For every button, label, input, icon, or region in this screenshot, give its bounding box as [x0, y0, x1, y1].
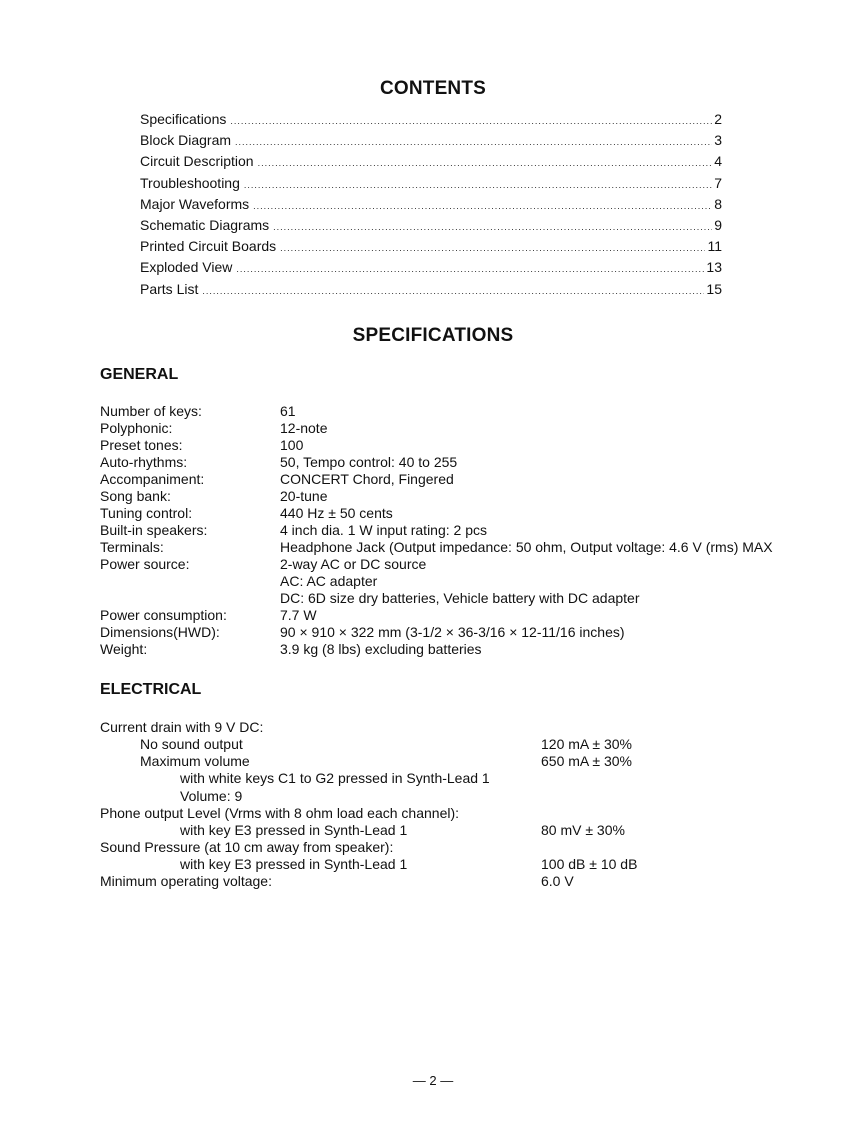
elec-row [100, 856, 800, 873]
spec-value: 20-tune [280, 488, 328, 504]
elec-value: 6.0 V [541, 873, 574, 890]
toc-item-printed-circuit-boards[interactable] [140, 237, 722, 258]
toc-leader-dots [236, 260, 704, 278]
spec-label: Polyphonic: [100, 420, 173, 436]
elec-row [100, 822, 800, 839]
elec-row [100, 736, 800, 753]
toc-item-page: 3 [714, 132, 722, 149]
toc-item-label: Printed Circuit Boards [140, 238, 277, 255]
toc-item-label: Exploded View [140, 259, 233, 276]
spec-label: Power consumption: [100, 607, 227, 623]
electrical-heading: ELECTRICAL [100, 681, 202, 698]
spec-row-number-of-keys [100, 403, 800, 420]
table-of-contents [140, 110, 722, 301]
toc-leader-dots [235, 133, 712, 151]
toc-item-specifications[interactable] [140, 110, 722, 131]
toc-leader-dots [273, 218, 712, 236]
toc-item-page: 7 [714, 174, 722, 191]
spec-label: Tuning control: [100, 505, 193, 521]
spec-row-weight [100, 641, 800, 658]
spec-label: Accompaniment: [100, 471, 205, 487]
spec-row-accompaniment [100, 471, 800, 488]
toc-item-label: Troubleshooting [140, 174, 240, 191]
toc-item-page: 8 [714, 195, 722, 212]
elec-label: with key E3 pressed in Synth-Lead 1 [180, 821, 408, 838]
spec-label: Built-in speakers: [100, 522, 208, 538]
page-number: — 2 — [412, 1073, 454, 1088]
spec-value: 12-note [280, 420, 328, 436]
elec-label: No sound output [140, 736, 243, 753]
spec-row-dimensions [100, 624, 800, 641]
spec-value: 7.7 W [280, 607, 317, 623]
elec-row [100, 788, 800, 805]
elec-row [100, 805, 800, 822]
spec-label: Weight: [100, 641, 148, 657]
toc-item-label: Circuit Description [140, 153, 254, 170]
toc-item-label: Specifications [140, 111, 227, 127]
toc-item-page: 2 [714, 111, 722, 127]
toc-leader-dots [258, 154, 713, 172]
toc-item-label: Schematic Diagrams [140, 216, 270, 233]
elec-label: Maximum volume [140, 753, 250, 770]
spec-label: Preset tones: [100, 437, 183, 453]
specifications-title: SPECIFICATIONS [352, 325, 514, 346]
spec-value: 3.9 kg (8 lbs) excluding batteries [280, 641, 482, 657]
toc-item-page: 13 [706, 259, 722, 276]
spec-row-terminals [100, 539, 800, 556]
elec-label: with key E3 pressed in Synth-Lead 1 [180, 856, 408, 873]
toc-leader-dots [244, 176, 712, 194]
general-heading: GENERAL [100, 366, 179, 383]
toc-leader-dots [280, 239, 705, 257]
toc-leader-dots [253, 197, 712, 215]
toc-item-page: 15 [706, 280, 722, 297]
spec-value: 440 Hz ± 50 cents [280, 505, 393, 521]
toc-item-label: Major Waveforms [140, 195, 250, 212]
elec-row [100, 719, 800, 736]
elec-label: with white keys C1 to G2 pressed in Synth-Lead 1 [180, 770, 490, 787]
toc-item-page: 9 [714, 216, 722, 233]
spec-value: 100 [280, 437, 304, 453]
elec-label: Current drain with 9 V DC: [100, 719, 264, 735]
spec-row-power-source [100, 556, 800, 607]
toc-leader-dots [230, 112, 712, 130]
toc-item-page: 4 [714, 153, 722, 170]
toc-item-schematic-diagrams[interactable] [140, 216, 722, 237]
spec-label: Power source: [100, 556, 190, 572]
spec-value: 50, Tempo control: 40 to 255 [280, 454, 458, 470]
spec-label: Auto-rhythms: [100, 454, 188, 470]
spec-label: Terminals: [100, 539, 164, 555]
elec-value: 80 mV ± 30% [541, 821, 625, 838]
toc-item-page: 11 [707, 238, 722, 255]
toc-item-troubleshooting[interactable] [140, 174, 722, 195]
spec-value: 2-way AC or DC source AC: AC adapter DC: 6D size dry batteries, Vehicle battery with DC adapter [280, 556, 640, 606]
spec-row-preset-tones [100, 437, 800, 454]
spec-row-song-bank [100, 488, 800, 505]
spec-label: Dimensions(HWD): [100, 624, 220, 640]
elec-label: Phone output Level (Vrms with 8 ohm load each channel): [100, 804, 460, 821]
spec-row-tuning-control [100, 505, 800, 522]
elec-label: Sound Pressure (at 10 cm away from speaker): [100, 838, 394, 855]
spec-value: Headphone Jack (Output impedance: 50 ohm, Output voltage: 4.6 V (rms) MAX [280, 539, 773, 555]
elec-label: Volume: 9 [180, 787, 243, 804]
elec-value: 100 dB ± 10 dB [541, 856, 638, 873]
general-spec-table [100, 403, 800, 658]
toc-item-exploded-view[interactable] [140, 258, 722, 279]
toc-item-parts-list[interactable] [140, 280, 722, 301]
toc-item-major-waveforms[interactable] [140, 195, 722, 216]
toc-item-block-diagram[interactable] [140, 131, 722, 152]
contents-title: CONTENTS [379, 78, 487, 99]
spec-row-power-consumption [100, 607, 800, 624]
toc-item-circuit-description[interactable] [140, 152, 722, 173]
spec-row-built-in-speakers [100, 522, 800, 539]
elec-row [100, 753, 800, 770]
elec-value: 120 mA ± 30% [541, 736, 632, 753]
spec-value: 4 inch dia. 1 W input rating: 2 pcs [280, 522, 487, 538]
spec-label: Number of keys: [100, 403, 202, 419]
elec-label: Minimum operating voltage: [100, 873, 272, 890]
spec-value: CONCERT Chord, Fingered [280, 471, 454, 487]
toc-item-label: Parts List [140, 280, 199, 297]
spec-label: Song bank: [100, 488, 171, 504]
spec-row-polyphonic [100, 420, 800, 437]
electrical-spec-table [100, 719, 800, 890]
spec-value: 61 [280, 403, 296, 419]
elec-row [100, 770, 800, 787]
elec-value: 650 mA ± 30% [541, 753, 632, 770]
spec-value: 90 × 910 × 322 mm (3-1/2 × 36-3/16 × 12-11/16 inches) [280, 624, 625, 640]
spec-row-auto-rhythms [100, 454, 800, 471]
elec-row [100, 839, 800, 856]
toc-leader-dots [202, 282, 704, 300]
elec-row [100, 873, 800, 890]
toc-item-label: Block Diagram [140, 132, 232, 149]
